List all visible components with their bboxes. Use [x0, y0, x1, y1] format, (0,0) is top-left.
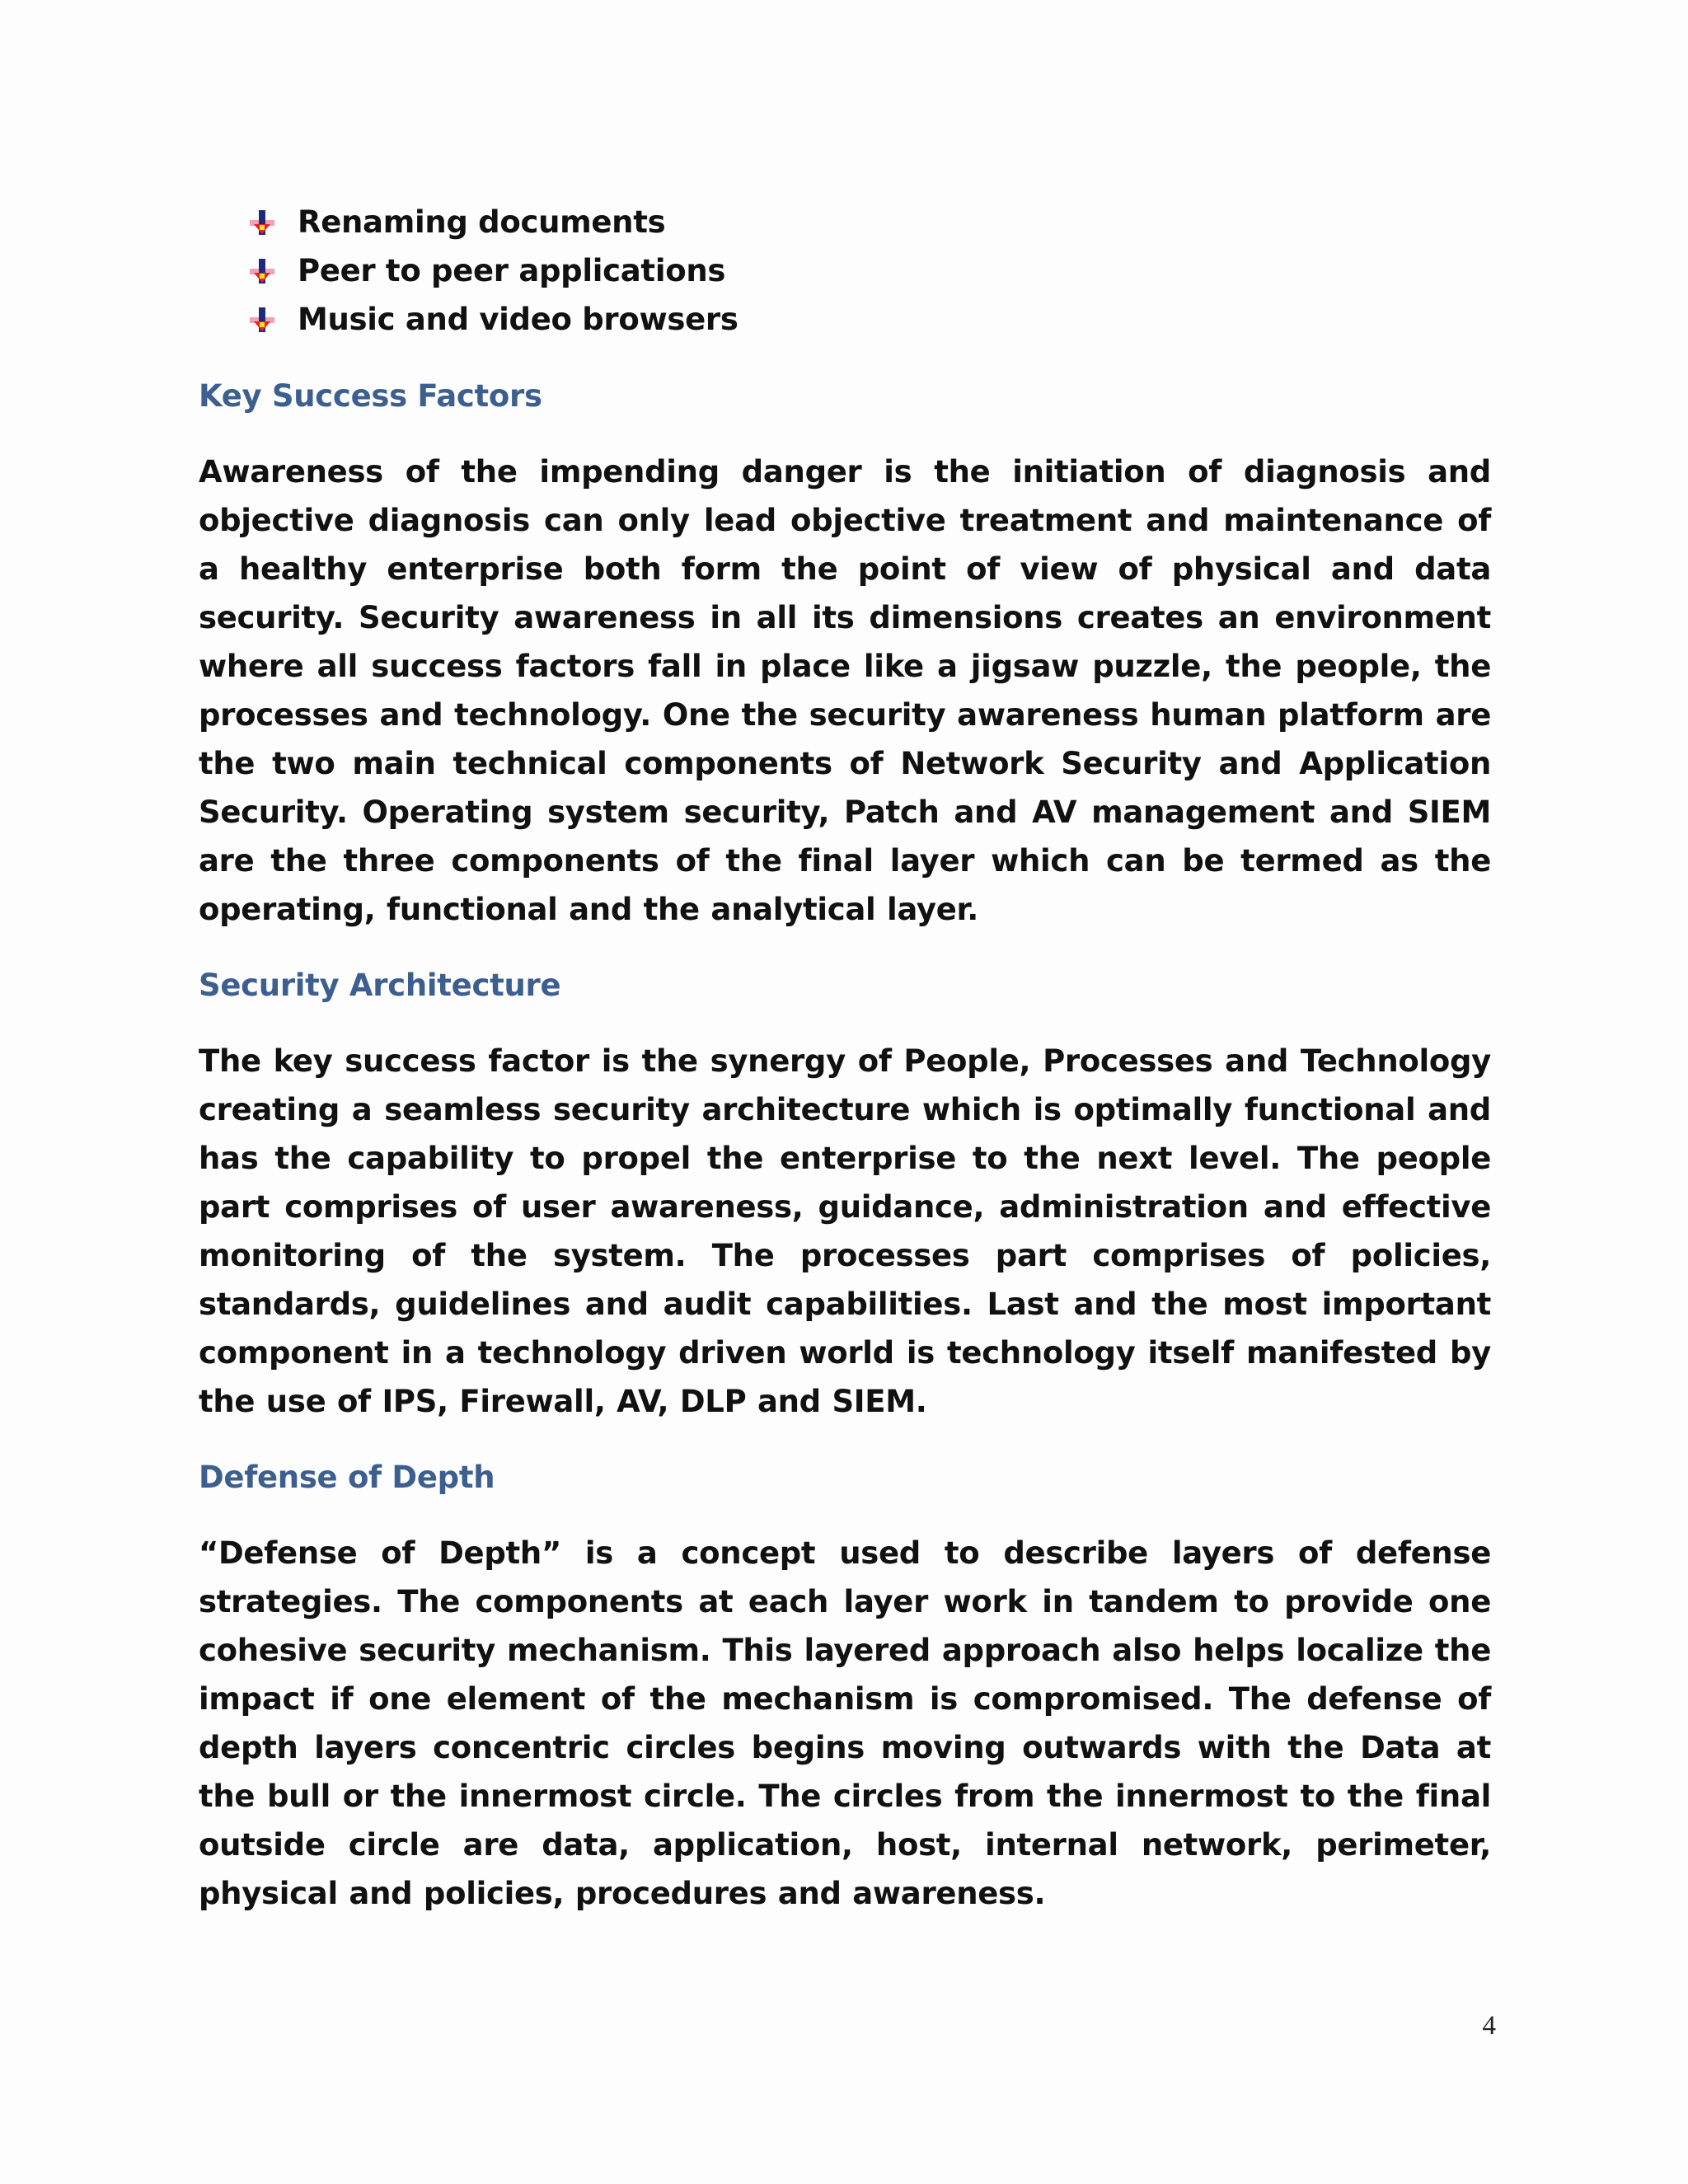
list-item	[248, 246, 1491, 295]
arrow-down-bullet-icon	[248, 306, 276, 334]
section-heading-security-architecture: Security Architecture	[199, 968, 561, 1003]
section-paragraph-defense-of-depth: “Defense of Depth” is a concept used to describe layers of defense strategies. The components at each layer work in tandem to provide one cohesive security mechanism. This layered approach also helps localize the impact if one element of the mechanism is compromised. The defense of depth layers concentric circles begins moving outwards with the Data at the bull or the innermost circle. The circles from the innermost to the final outside circle are data, application, host, internal network, perimeter, physical and policies, procedures and awareness.	[199, 1535, 1491, 1911]
arrow-down-bullet-icon	[248, 257, 276, 285]
section-heading-defense-of-depth: Defense of Depth	[199, 1460, 495, 1495]
page-number: 4	[1482, 2011, 1496, 2041]
list-item-text: Music and video browsers	[298, 302, 738, 337]
list-item	[248, 295, 1491, 344]
list-item	[248, 198, 1491, 246]
bullet-list	[248, 198, 1491, 344]
section-paragraph-key-success-factors: Awareness of the impending danger is the initiation of diagnosis and objective diagnosis can only lead objective treatment and maintenance of a healthy enterprise both form the point of view of physical and data security. Security awareness in all its dimensions creates an environment where all success factors fall in place like a jigsaw puzzle, the people, the processes and technology. One the security awareness human platform are the two main technical components of Network Security and Application Security. Operating system security, Patch and AV management and SIEM are the three components of the final layer which can be termed as the operating, functional and the analytical layer.	[199, 454, 1491, 927]
list-item-text: Peer to peer applications	[298, 253, 726, 288]
arrow-down-bullet-icon	[248, 209, 276, 237]
list-item-text: Renaming documents	[298, 204, 666, 240]
document-page	[199, 198, 1491, 1918]
section-heading-key-success-factors: Key Success Factors	[199, 378, 542, 414]
section-paragraph-security-architecture: The key success factor is the synergy of People, Processes and Technology creating a seamless security architecture which is optimally functional and has the capability to propel the enterprise to the next level. The people part comprises of user awareness, guidance, administration and effective monitoring of the system. The processes part comprises of policies, standards, guidelines and audit capabilities. Last and the most important component in a technology driven world is technology itself manifested by the use of IPS, Firewall, AV, DLP and SIEM.	[199, 1043, 1491, 1419]
